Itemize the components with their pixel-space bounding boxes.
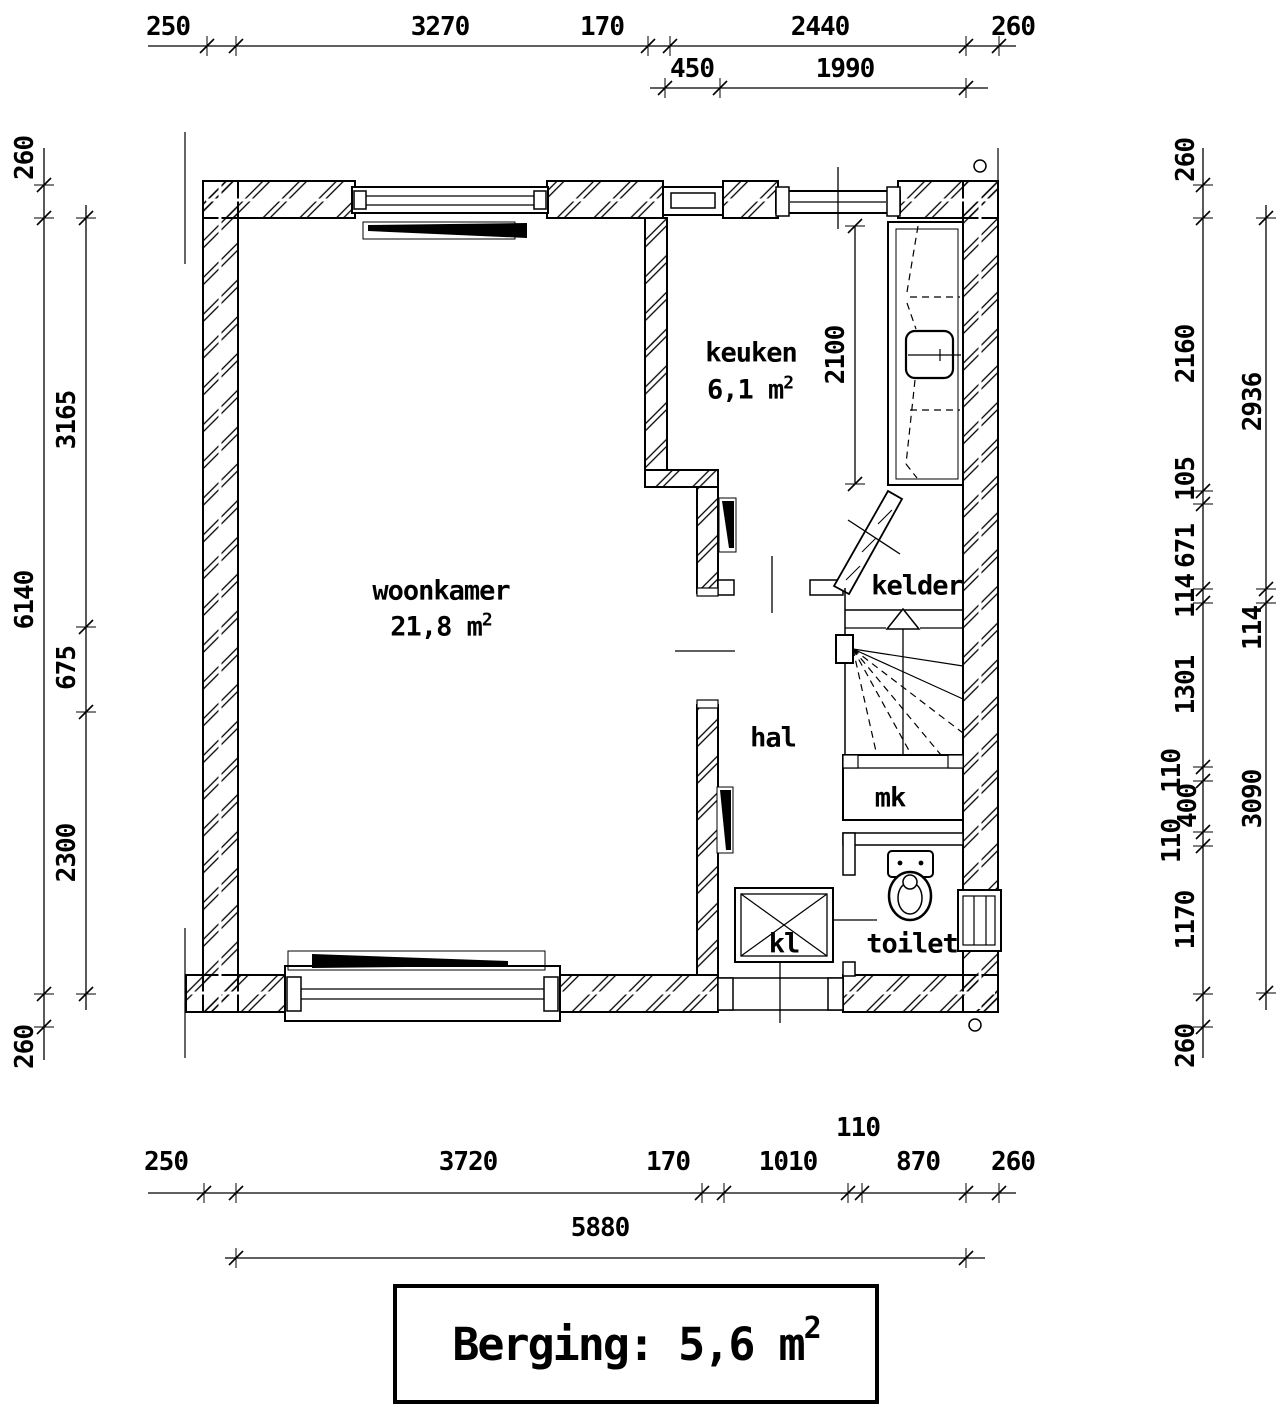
dim-label: 250: [146, 12, 190, 42]
dim-label: 114: [1171, 574, 1201, 618]
window-top-small: [663, 187, 723, 215]
dim-label: 260: [1171, 1024, 1201, 1068]
dim-label: 260: [991, 1147, 1035, 1177]
front-door: [718, 957, 843, 1023]
dim-label: 671: [1171, 524, 1201, 568]
dim-label: 3165: [52, 390, 82, 450]
window-bottom-large: [285, 966, 560, 1021]
dim-label: 3270: [410, 12, 470, 42]
radiator-bottom: [312, 954, 508, 968]
window-right-wall: [958, 890, 1001, 951]
dim-label: 2936: [1238, 372, 1268, 432]
room-area-keuken: 6,1 $m^2$: [706, 372, 794, 406]
dim-label: 6140: [10, 570, 40, 630]
radiators: [288, 222, 736, 970]
dim-label: 110: [836, 1113, 880, 1143]
dim-label-keuken-depth: 2100: [821, 325, 851, 385]
dim-label: 1990: [815, 54, 875, 84]
drain-mark-top: [974, 160, 986, 172]
dim-label: 170: [580, 12, 624, 42]
dim-label: 450: [670, 54, 714, 84]
dim-label: 260: [10, 1025, 40, 1069]
room-label-kelder: kelder: [871, 570, 963, 602]
woonkamer-door: [675, 588, 735, 708]
dim-label: 3090: [1238, 769, 1268, 829]
dim-label: 1170: [1171, 890, 1201, 950]
radiator-top: [368, 223, 527, 238]
stair-direction-arrow: [887, 609, 919, 629]
window-top-large: [352, 187, 548, 213]
dim-label: 170: [646, 1147, 690, 1177]
dim-label: 105: [1171, 457, 1201, 501]
hal-north-wall: [718, 556, 843, 613]
room-label-keuken: keuken: [705, 337, 797, 369]
dim-label: 870: [896, 1147, 940, 1177]
room-label-toilet: toilet: [866, 928, 958, 960]
dim-label: 110: [1157, 819, 1187, 863]
dim-label: 2440: [790, 12, 850, 42]
back-door: [776, 167, 900, 229]
dim-label: 2160: [1171, 324, 1201, 384]
room-label-hal: hal: [750, 722, 796, 754]
toilet-fixture: [888, 851, 933, 920]
room-label-woonkamer: woonkamer: [372, 575, 510, 607]
drain-mark-bottom: [969, 1019, 981, 1031]
berging-box: Berging: 5,6 m 2: [393, 1284, 879, 1404]
dim-label: 675: [52, 646, 82, 690]
stair-newel-post: [836, 635, 853, 663]
dim-label: 110: [1157, 749, 1187, 793]
dim-label: 400: [1173, 784, 1203, 828]
cellar-stairs: [836, 588, 963, 781]
dim-label: 3720: [438, 1147, 498, 1177]
dim-label: 1010: [758, 1147, 818, 1177]
room-label-mk: mk: [874, 782, 906, 814]
dim-label: 1301: [1171, 655, 1201, 715]
dim-label: 5880: [570, 1213, 630, 1243]
dim-label: 260: [991, 12, 1035, 42]
dim-label: 250: [144, 1147, 188, 1177]
dim-label: 2300: [52, 823, 82, 883]
dim-label: 114: [1238, 606, 1268, 650]
room-label-kl: kl: [768, 928, 800, 960]
room-area-woonkamer: 21,8 $m^2$: [390, 609, 492, 643]
dim-label: 260: [1171, 138, 1201, 182]
kitchen-counter: [888, 222, 963, 485]
dim-label: 260: [10, 136, 40, 180]
